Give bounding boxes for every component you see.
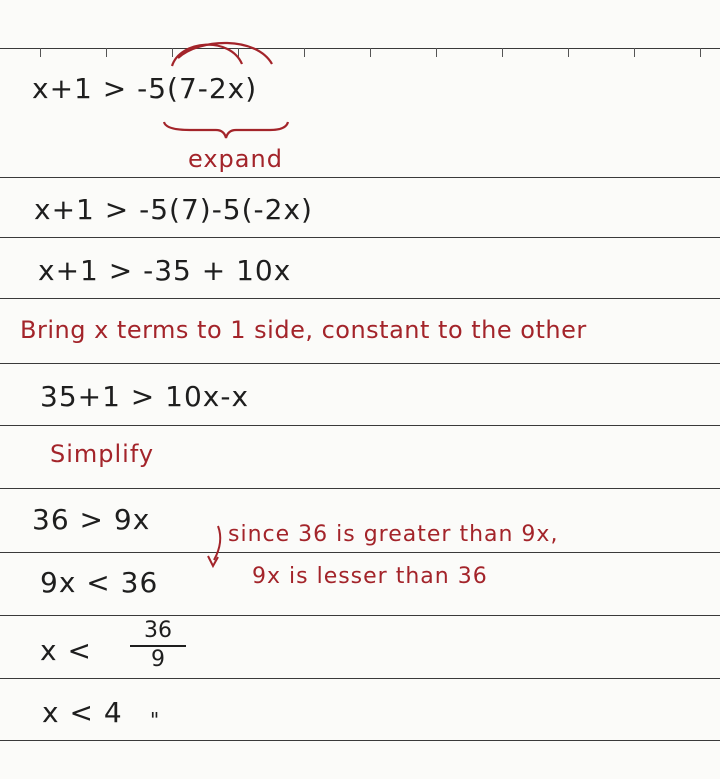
expand-brace-icon bbox=[160, 118, 300, 140]
distribution-arcs-icon bbox=[160, 36, 310, 76]
rule-line bbox=[0, 237, 720, 238]
explanation-line-1: since 36 is greater than 9x, bbox=[228, 522, 559, 547]
bring-terms-annotation: Bring x terms to 1 side, constant to the other bbox=[20, 316, 587, 344]
rule-tick bbox=[634, 48, 635, 57]
rule-tick bbox=[40, 48, 41, 57]
step-7-lhs: x < bbox=[40, 634, 92, 667]
rule-line bbox=[0, 48, 720, 49]
rule-tick bbox=[700, 48, 701, 57]
step-6-equation: 9x < 36 bbox=[40, 566, 159, 599]
rule-line bbox=[0, 363, 720, 364]
rule-line bbox=[0, 740, 720, 741]
rule-line bbox=[0, 615, 720, 616]
rule-tick bbox=[106, 48, 107, 57]
rule-line bbox=[0, 177, 720, 178]
rule-line bbox=[0, 488, 720, 489]
step-5-equation: 36 > 9x bbox=[32, 503, 151, 536]
rule-line bbox=[0, 678, 720, 679]
fraction-denominator: 9 bbox=[151, 647, 165, 672]
rule-line bbox=[0, 552, 720, 553]
rule-tick bbox=[502, 48, 503, 57]
final-answer-mark: " bbox=[150, 708, 161, 732]
explanation-line-2: 9x is lesser than 36 bbox=[252, 564, 488, 589]
rule-line bbox=[0, 298, 720, 299]
fraction-36-over-9 bbox=[130, 620, 186, 671]
rule-tick bbox=[436, 48, 437, 57]
simplify-annotation: Simplify bbox=[50, 440, 155, 468]
step-1-equation: x+1 > -5(7-2x) bbox=[32, 72, 258, 105]
step-4-equation: 35+1 > 10x-x bbox=[40, 380, 250, 413]
step-8-final-answer: x < 4 bbox=[42, 696, 123, 729]
step-2-equation: x+1 > -5(7)-5(-2x) bbox=[34, 193, 313, 226]
rule-tick bbox=[370, 48, 371, 57]
rule-line bbox=[0, 425, 720, 426]
rule-tick bbox=[568, 48, 569, 57]
step-3-equation: x+1 > -35 + 10x bbox=[38, 254, 292, 287]
fraction-numerator: 36 bbox=[144, 618, 172, 643]
expand-annotation: expand bbox=[188, 145, 283, 173]
